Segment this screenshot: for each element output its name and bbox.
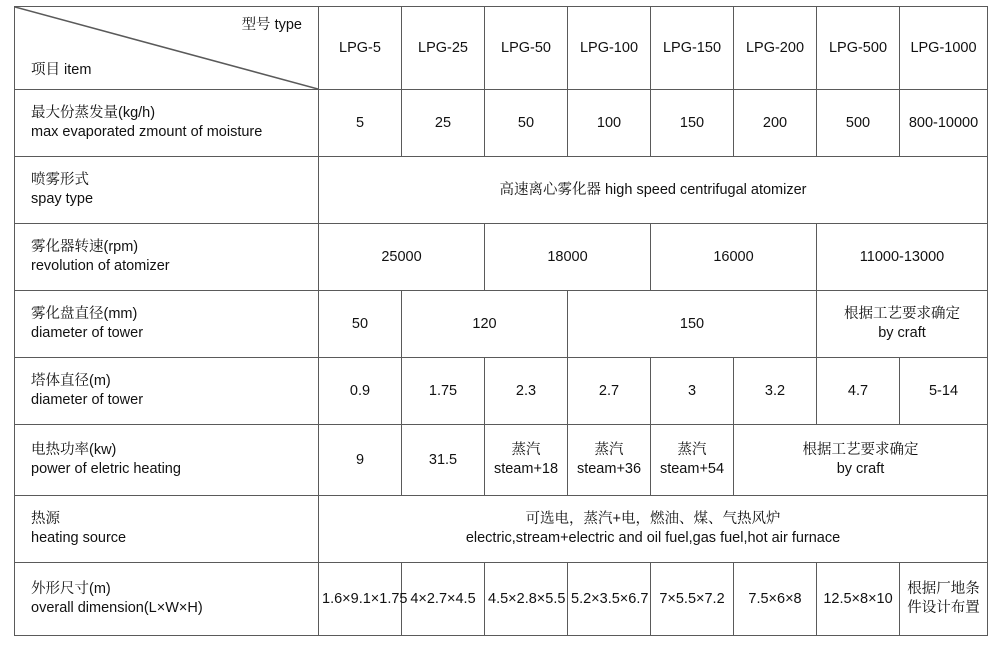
- cell-value: 12.5×8×10: [817, 563, 900, 636]
- cell-line-cn-1: 根据厂地条: [907, 581, 980, 598]
- table-row: [15, 291, 988, 358]
- row-label-cn: 雾化器转速(rpm): [31, 239, 139, 256]
- row-label-cn: 热源: [31, 511, 60, 528]
- table-row: [15, 157, 988, 224]
- row-label-max-evaporated: [15, 90, 319, 157]
- model-header-lpg-25: LPG-25: [402, 7, 485, 90]
- cell-line-en: steam+18: [493, 461, 559, 477]
- cell-value-merged-by-craft: [817, 291, 988, 358]
- row-label-heating-source: [15, 496, 319, 563]
- cell-value: 2.7: [568, 358, 651, 425]
- row-label-en: power of eletric heating: [31, 461, 181, 477]
- cell-value: 50: [485, 90, 568, 157]
- cell-value-merged: 高速离心雾化器 high speed centrifugal atomizer: [319, 157, 988, 224]
- cell-value: 1.6×9.1×1.75: [319, 563, 402, 636]
- cell-value: 9: [319, 425, 402, 496]
- cell-value-merged-heating-source: [319, 496, 988, 563]
- cell-line-en: steam+54: [659, 461, 725, 477]
- table-row: [15, 496, 988, 563]
- table-row: [15, 563, 988, 636]
- cell-value: 4.7: [817, 358, 900, 425]
- row-label-atomizer-disc-diameter: [15, 291, 319, 358]
- row-label-cn: 雾化盘直径(mm): [31, 306, 138, 323]
- model-header-lpg-150: LPG-150: [651, 7, 734, 90]
- row-label-cn: 塔体直径(m): [31, 373, 111, 390]
- cell-line-cn: 蒸汽: [511, 442, 541, 459]
- cell-value-by-site: [900, 563, 988, 636]
- row-label-cn: 最大份蒸发量(kg/h): [31, 105, 156, 122]
- cell-value-merged: 120: [402, 291, 568, 358]
- cell-value: 5-14: [900, 358, 988, 425]
- cell-line-en: by craft: [836, 461, 885, 477]
- table-row: [15, 425, 988, 496]
- cell-value: 7.5×6×8: [734, 563, 817, 636]
- row-label-revolution: [15, 224, 319, 291]
- cell-value: 150: [651, 90, 734, 157]
- cell-value: 200: [734, 90, 817, 157]
- cell-value-merged: 25000: [319, 224, 485, 291]
- cell-value-merged: 11000-13000: [817, 224, 988, 291]
- row-label-cn: 电热功率(kw): [31, 442, 117, 459]
- row-label-en: heating source: [31, 530, 127, 546]
- cell-value: 800-10000: [900, 90, 988, 157]
- cell-line-en: by craft: [878, 325, 926, 341]
- cell-value: 100: [568, 90, 651, 157]
- model-header-lpg-5: LPG-5: [319, 7, 402, 90]
- cell-line-cn: 可选电，蒸汽+电，燃油、煤、气热风炉: [525, 511, 781, 528]
- cell-value: 2.3: [485, 358, 568, 425]
- row-label-en: max evaporated zmount of moisture: [31, 124, 263, 140]
- cell-value: 500: [817, 90, 900, 157]
- model-header-lpg-500: LPG-500: [817, 7, 900, 90]
- cell-line-cn: 蒸汽: [594, 442, 624, 459]
- table-row: [15, 358, 988, 425]
- header-corner-cell: [15, 7, 319, 90]
- row-label-tower-diameter: [15, 358, 319, 425]
- cell-value: 4×2.7×4.5: [402, 563, 485, 636]
- table-header-row: [15, 7, 988, 90]
- row-label-overall-dimension: [15, 563, 319, 636]
- cell-value: 50: [319, 291, 402, 358]
- row-label-spray-type: [15, 157, 319, 224]
- cell-value-steam-54: [651, 425, 734, 496]
- cell-line-en: steam+36: [576, 461, 642, 477]
- cell-value: 25: [402, 90, 485, 157]
- header-type-label: 型号 type: [241, 17, 302, 33]
- cell-line-cn-2: 件设计布置: [907, 600, 980, 616]
- cell-value: 5: [319, 90, 402, 157]
- model-header-lpg-200: LPG-200: [734, 7, 817, 90]
- cell-value: 5.2×3.5×6.7: [568, 563, 651, 636]
- cell-value-steam-36: [568, 425, 651, 496]
- specification-table: [14, 6, 988, 636]
- row-label-electric-heating-power: [15, 425, 319, 496]
- cell-value-steam-18: [485, 425, 568, 496]
- cell-line-en: electric,stream+electric and oil fuel,gas fuel,hot air furnace: [465, 530, 841, 546]
- row-label-en: spay type: [31, 191, 94, 207]
- row-label-en: diameter of tower: [31, 325, 144, 341]
- cell-value-merged-by-craft: [734, 425, 988, 496]
- row-label-en: overall dimension(L×W×H): [31, 600, 203, 616]
- row-label-cn: 喷雾形式: [31, 172, 89, 189]
- table-row: [15, 224, 988, 291]
- cell-line-cn: 根据工艺要求确定: [844, 306, 960, 323]
- cell-value: 1.75: [402, 358, 485, 425]
- cell-value: 31.5: [402, 425, 485, 496]
- table-row: [15, 90, 988, 157]
- cell-value: 3: [651, 358, 734, 425]
- row-label-cn: 外形尺寸(m): [31, 581, 111, 598]
- cell-line-cn: 根据工艺要求确定: [802, 442, 919, 459]
- cell-value: 0.9: [319, 358, 402, 425]
- header-item-label: 项目 item: [31, 62, 92, 79]
- cell-value-merged: 18000: [485, 224, 651, 291]
- model-header-lpg-100: LPG-100: [568, 7, 651, 90]
- model-header-lpg-1000: LPG-1000: [900, 7, 988, 90]
- cell-value: 4.5×2.8×5.5: [485, 563, 568, 636]
- model-header-lpg-50: LPG-50: [485, 7, 568, 90]
- row-label-en: diameter of tower: [31, 392, 144, 408]
- cell-value: 7×5.5×7.2: [651, 563, 734, 636]
- cell-line-cn: 蒸汽: [677, 442, 707, 459]
- row-label-en: revolution of atomizer: [31, 258, 170, 274]
- cell-value-merged: 150: [568, 291, 817, 358]
- cell-value-merged: 16000: [651, 224, 817, 291]
- cell-value: 3.2: [734, 358, 817, 425]
